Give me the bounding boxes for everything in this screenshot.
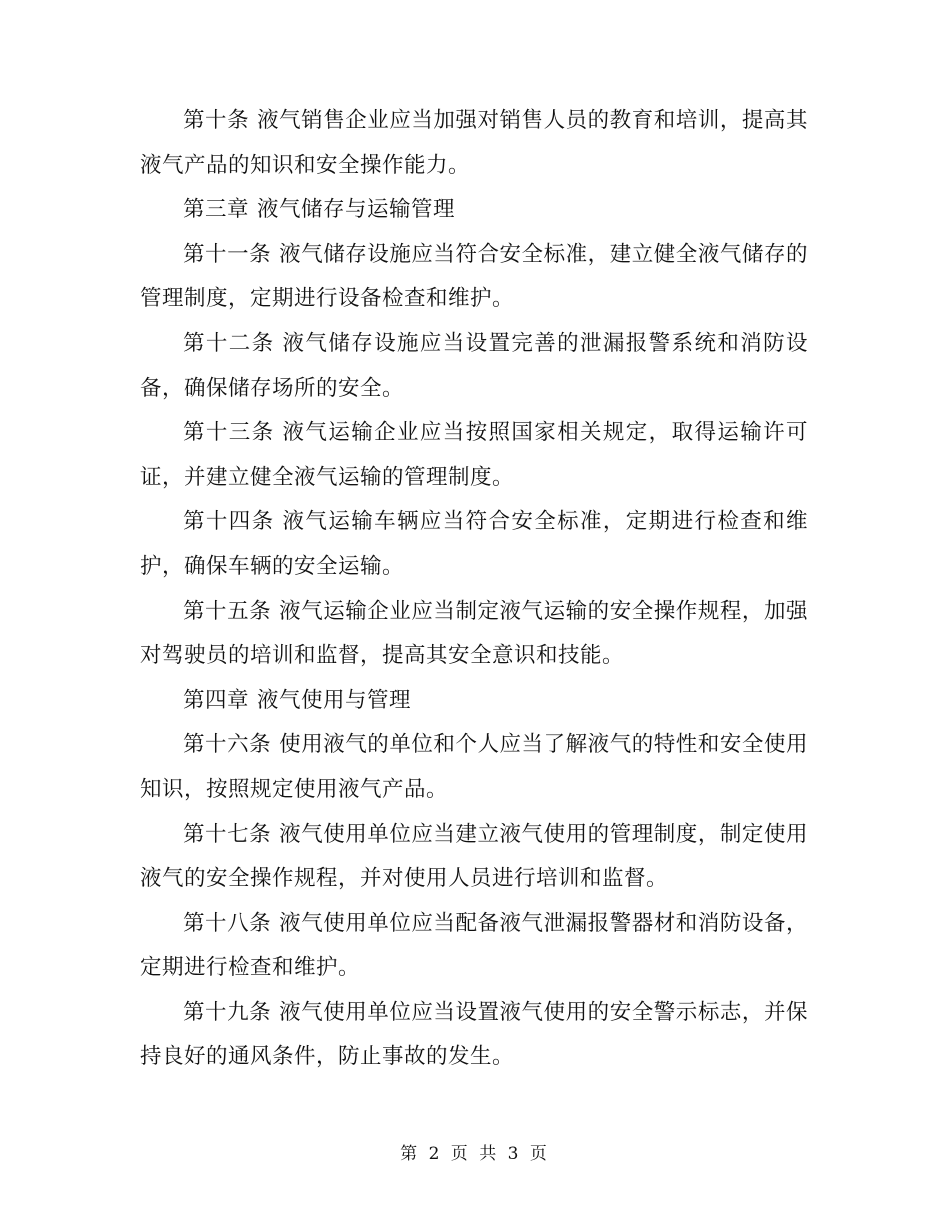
article-16 xyxy=(140,723,808,812)
chapter-label: 第三章 xyxy=(183,197,250,223)
article-text: 液气运输企业应当按照国家相关规定，取得运输许可证，并建立健全液气运输的管理制度。 xyxy=(140,420,808,490)
article-17 xyxy=(140,813,808,902)
article-text: 液气使用单位应当配备液气泄漏报警器材和消防设备，定期进行检查和维护。 xyxy=(140,910,808,981)
article-label: 第十五条 xyxy=(183,598,272,624)
chapter-label: 第四章 xyxy=(183,687,250,713)
article-12 xyxy=(140,322,808,411)
article-text: 液气运输车辆应当符合安全标准，定期进行检查和维护，确保车辆的安全运输。 xyxy=(140,509,808,579)
article-15 xyxy=(140,590,808,679)
article-label: 第十二条 xyxy=(183,330,275,356)
article-14 xyxy=(140,500,808,589)
article-text: 使用液气的单位和个人应当了解液气的特性和安全使用知识，按照规定使用液气产品。 xyxy=(140,732,808,802)
chapter-title: 液气储存与运输管理 xyxy=(257,197,456,223)
article-text: 液气运输企业应当制定液气运输的安全操作规程，加强对驾驶员的培训和监督，提高其安全意识和技能。 xyxy=(140,598,808,669)
article-10 xyxy=(140,99,808,188)
article-label: 第十一条 xyxy=(183,241,272,267)
chapter-title: 液气使用与管理 xyxy=(257,687,412,713)
article-text: 液气储存设施应当符合安全标准，建立健全液气储存的管理制度，定期进行设备检查和维护。 xyxy=(140,241,808,312)
chapter-3-heading xyxy=(140,188,808,233)
article-11 xyxy=(140,233,808,322)
article-13 xyxy=(140,411,808,500)
article-label: 第十四条 xyxy=(183,509,275,535)
article-text: 液气使用单位应当建立液气使用的管理制度，制定使用液气的安全操作规程，并对使用人员进行培训和监督。 xyxy=(140,821,808,892)
article-label: 第十条 xyxy=(183,108,250,133)
article-label: 第十八条 xyxy=(183,910,272,936)
article-label: 第十九条 xyxy=(183,999,272,1025)
document-body xyxy=(140,99,808,1080)
article-text: 液气使用单位应当设置液气使用的安全警示标志，并保持良好的通风条件，防止事故的发生。 xyxy=(140,999,808,1070)
page-footer xyxy=(0,1142,950,1166)
page-number-label: 第 2 页 共 3 页 xyxy=(400,1144,550,1164)
article-18 xyxy=(140,902,808,991)
article-text: 液气储存设施应当设置完善的泄漏报警系统和消防设备，确保储存场所的安全。 xyxy=(140,330,808,401)
article-label: 第十七条 xyxy=(183,821,272,847)
chapter-4-heading xyxy=(140,679,808,724)
article-label: 第十六条 xyxy=(183,732,272,758)
article-19 xyxy=(140,991,808,1080)
article-text: 液气销售企业应当加强对销售人员的教育和培训，提高其液气产品的知识和安全操作能力。 xyxy=(140,108,808,178)
article-label: 第十三条 xyxy=(183,420,275,446)
